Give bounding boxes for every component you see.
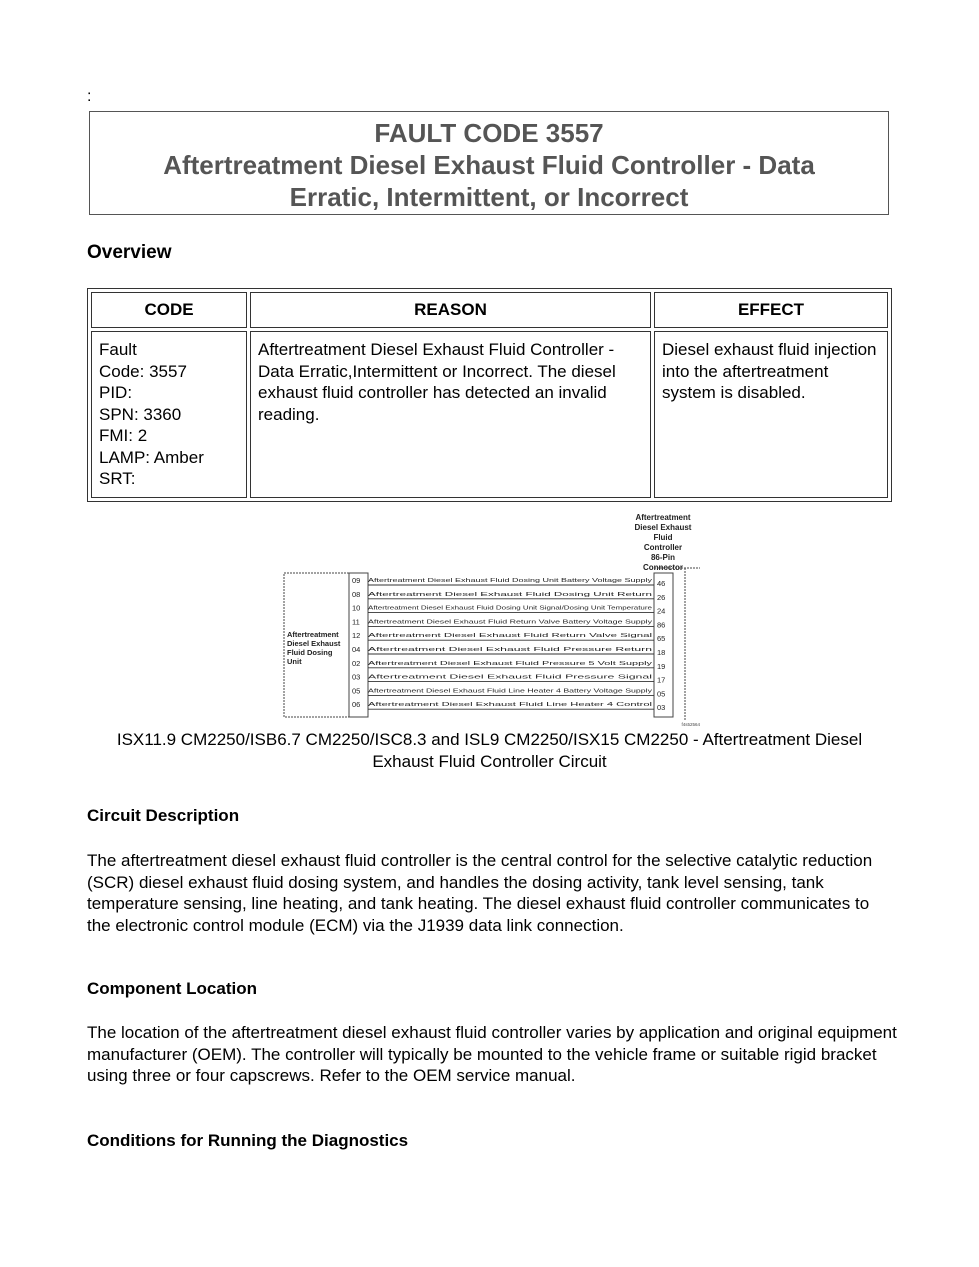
dosing-pin-number: 11	[352, 617, 360, 627]
table-row	[91, 331, 888, 498]
controller-pin-number: 26	[657, 592, 666, 602]
controller-label-line: Controller	[643, 543, 683, 552]
wire-label: Aftertreatment Diesel Exhaust Fluid Dosing Unit Battery Voltage Supply	[368, 578, 653, 584]
controller-pin-number: 46	[657, 579, 666, 588]
column-header-reason: REASON	[250, 292, 651, 328]
wire-row	[352, 659, 665, 671]
effect-cell: Diesel exhaust fluid injection into the aftertreatment system is disabled.	[654, 331, 888, 498]
figure-id: f4s52564	[681, 722, 700, 727]
page-title: FAULT CODE 3557	[374, 118, 604, 148]
controller-label-line: Aftertreatment	[635, 513, 691, 522]
dosing-pin-number: 12	[352, 631, 361, 641]
wire-label: Aftertreatment Diesel Exhaust Fluid Dosing Unit Return	[368, 591, 652, 598]
circuit-diagram	[280, 510, 700, 728]
conditions-heading: Conditions for Running the Diagnostics	[87, 1131, 409, 1150]
dosing-pin-number: 02	[352, 658, 361, 668]
overview-table	[87, 288, 892, 502]
leading-colon: :	[87, 88, 92, 105]
wire-label: Aftertreatment Diesel Exhaust Fluid Return Valve Signal	[368, 633, 652, 640]
fault-code-title-box	[89, 111, 889, 215]
wire-label: Aftertreatment Diesel Exhaust Fluid Return Valve Battery Voltage Supply	[368, 619, 653, 626]
dosing-unit-label-line: Aftertreatment	[287, 630, 339, 639]
wire-label: Aftertreatment Diesel Exhaust Fluid Pressure Return	[368, 647, 652, 653]
wire-label: Aftertreatment Diesel Exhaust Fluid Line Heater 4 Battery Voltage Supply	[368, 688, 653, 695]
wire-row	[352, 700, 665, 712]
wire-row	[352, 604, 665, 616]
code-cell: Fault Code: 3557 PID: SPN: 3360 FMI: 2 LAMP: Amber SRT:	[91, 331, 247, 498]
wire-label: Aftertreatment Diesel Exhaust Fluid Dosing Unit Signal/Dosing Unit Temperature	[368, 605, 652, 612]
component-location-heading: Component Location	[87, 979, 257, 998]
dosing-pin-number: 10	[352, 603, 361, 613]
controller-label-line: 86-Pin	[650, 553, 676, 562]
controller-pin-number: 65	[657, 634, 666, 644]
dosing-pin-number: 06	[352, 700, 361, 710]
dosing-unit-label-line: Fluid Dosing	[287, 648, 333, 657]
column-header-effect: EFFECT	[654, 292, 888, 328]
controller-label-line: Fluid	[653, 533, 673, 542]
controller-pin-number: 17	[657, 675, 666, 685]
dosing-pin-number: 08	[352, 589, 361, 599]
controller-label-line: Connector	[643, 563, 683, 572]
dosing-pin-number: 05	[352, 686, 361, 696]
table-header-row	[91, 292, 888, 328]
wire-label: Aftertreatment Diesel Exhaust Fluid Pressure 5 Volt Supply	[368, 660, 653, 667]
wire-label: Aftertreatment Diesel Exhaust Fluid Pressure Signal	[368, 674, 652, 681]
reason-cell: Aftertreatment Diesel Exhaust Fluid Controller - Data Erratic,Intermittent or Incorrect. The diesel exhaust fluid controller has detected an invalid reading.	[250, 331, 651, 498]
controller-pin-number: 19	[657, 661, 666, 671]
controller-label-line: Diesel Exhaust	[634, 523, 692, 532]
wire-row	[352, 590, 665, 602]
controller-pin-number: 03	[657, 703, 666, 713]
circuit-description-text: The aftertreatment diesel exhaust fluid controller is the central control for the selective catalytic reduction (SCR) diesel exhaust fluid dosing system, and handles the dosing activity, tank level sensing, tank temperature sensing, line heating, and tank heating. The diesel exhaust fluid controller communicates to the electronic control module (ECM) via the J1939 data link connection.	[87, 851, 873, 935]
wire-row	[352, 673, 665, 685]
wire-row	[352, 686, 665, 698]
dosing-unit-label-line: Unit	[287, 657, 302, 666]
column-header-code: CODE	[91, 292, 247, 328]
dosing-pin-number: 09	[352, 576, 361, 585]
controller-pin-number: 24	[657, 606, 666, 616]
dosing-unit-label-line: Diesel Exhaust	[287, 639, 341, 648]
page-subtitle: Aftertreatment Diesel Exhaust Fluid Controller - Data Erratic, Intermittent, or Incorrect	[163, 150, 815, 212]
figure-caption: ISX11.9 CM2250/ISB6.7 CM2250/ISC8.3 and ISL9 CM2250/ISX15 CM2250 - Aftertreatment Diesel Exhaust Fluid Controller Circuit	[116, 730, 863, 771]
dosing-pin-number: 04	[352, 645, 361, 654]
controller-pin-number: 18	[657, 648, 666, 657]
overview-heading: Overview	[87, 242, 172, 263]
wire-label: Aftertreatment Diesel Exhaust Fluid Line Heater 4 Control	[368, 702, 652, 709]
wire-row	[352, 631, 665, 643]
component-location-text: The location of the aftertreatment diesel exhaust fluid controller varies by application and original equipment manufacturer (OEM). The controller will typically be mounted to the vehicle frame or suitable rigid bracket using three or four capscrews. Refer to the OEM service manual.	[87, 1023, 897, 1085]
wire-row	[352, 645, 665, 657]
wire-row	[352, 617, 665, 629]
controller-pin-number: 86	[657, 620, 666, 630]
controller-pin-number: 05	[657, 689, 666, 699]
circuit-description-heading: Circuit Description	[87, 806, 240, 825]
dosing-pin-number: 03	[352, 672, 361, 682]
wire-row	[352, 576, 665, 588]
